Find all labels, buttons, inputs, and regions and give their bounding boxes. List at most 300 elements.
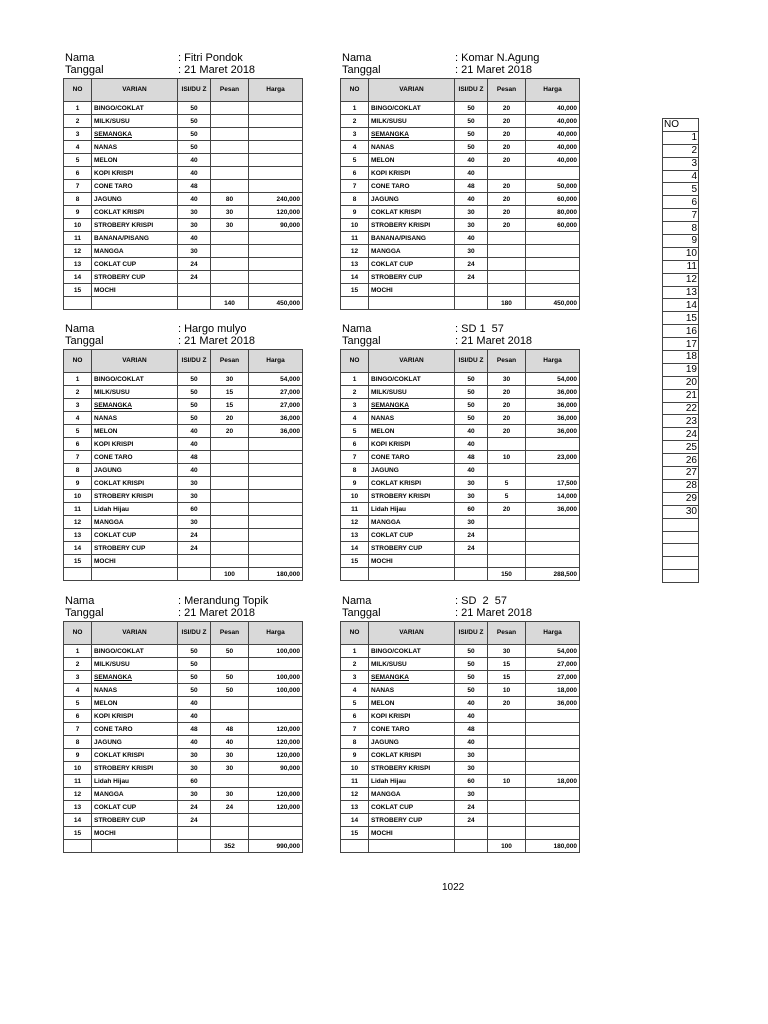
row-harga: 27,000 [249,399,303,412]
row-isi: 50 [455,658,488,671]
row-pesan: 10 [488,775,526,788]
row-varian: BANANA/PISANG [92,232,178,245]
nama-label: Nama [342,595,372,607]
table-row [64,827,303,840]
row-harga [249,232,303,245]
row-no: 10 [64,490,92,503]
row-harga [526,464,580,477]
table-row [341,555,580,568]
side-number-table [662,118,699,583]
table-row [341,284,580,297]
row-pesan [488,258,526,271]
row-isi: 60 [455,503,488,516]
order-block [63,52,328,310]
row-isi: 40 [178,736,211,749]
row-harga [526,529,580,542]
row-isi: 24 [178,271,211,284]
row-pesan [488,516,526,529]
row-varian: COKLAT CUP [369,801,455,814]
column-header: NO [64,79,92,102]
order-block [340,595,605,853]
table-row [341,801,580,814]
row-no: 10 [341,490,369,503]
row-isi: 24 [178,542,211,555]
row-isi: 50 [178,684,211,697]
side-number-cell: 20 [663,376,699,389]
table-row [64,115,303,128]
row-no: 4 [64,141,92,154]
row-harga [249,542,303,555]
row-pesan: 20 [211,412,249,425]
row-no: 8 [64,736,92,749]
side-number-cell [663,531,699,544]
row-no: 14 [341,542,369,555]
row-varian: JAGUNG [92,464,178,477]
row-varian: MOCHI [92,284,178,297]
row-isi [178,555,211,568]
row-no: 10 [341,762,369,775]
row-varian: CONE TARO [92,180,178,193]
row-pesan: 20 [488,206,526,219]
column-header: NO [64,622,92,645]
side-number-cell: 16 [663,325,699,338]
row-no: 3 [64,399,92,412]
side-number-cell [663,544,699,557]
row-varian: KOPI KRISPI [369,710,455,723]
row-harga: 60,000 [526,219,580,232]
row-pesan [211,477,249,490]
row-pesan: 20 [488,102,526,115]
side-number-cell: 15 [663,312,699,325]
row-isi: 50 [455,141,488,154]
table-row [341,128,580,141]
table-row [341,464,580,477]
row-harga: 27,000 [526,671,580,684]
table-row [64,671,303,684]
row-no: 5 [64,425,92,438]
table-header-row [341,350,580,373]
row-no: 9 [64,477,92,490]
total-harga: 990,000 [249,840,303,853]
order-table [63,621,303,853]
table-row [64,658,303,671]
side-number-cell: 5 [663,183,699,196]
row-no: 13 [64,258,92,271]
table-row [341,167,580,180]
table-row [341,684,580,697]
row-isi: 40 [455,193,488,206]
table-header-row [64,622,303,645]
row-varian: STROBERY CUP [92,542,178,555]
tanggal-value: : 21 Maret 2018 [455,335,533,347]
column-header: Pesan [211,350,249,373]
row-harga [526,245,580,258]
row-varian: MILK/SUSU [369,386,455,399]
column-header: VARIAN [369,79,455,102]
row-no: 11 [341,232,369,245]
table-row [341,762,580,775]
row-pesan [211,516,249,529]
row-varian: SEMANGKA [369,671,455,684]
row-no: 15 [64,555,92,568]
row-pesan [488,736,526,749]
row-varian: KOPI KRISPI [92,710,178,723]
nama-label: Nama [65,595,95,607]
nama-value: : Fitri Pondok [178,52,243,64]
row-no: 9 [341,477,369,490]
row-varian: COKLAT KRISPI [92,477,178,490]
row-no: 6 [341,167,369,180]
total-pesan: 180 [488,297,526,310]
tanggal-value: : 21 Maret 2018 [178,335,256,347]
order-header [63,52,328,78]
row-pesan [211,555,249,568]
row-no: 12 [341,245,369,258]
order-header [63,595,328,621]
row-harga [249,697,303,710]
row-pesan [211,464,249,477]
row-isi: 40 [455,697,488,710]
row-isi: 48 [178,451,211,464]
table-row [341,529,580,542]
side-number-cell: 22 [663,402,699,415]
table-row [64,723,303,736]
column-header: NO [341,622,369,645]
column-header: ISI/DU Z [455,350,488,373]
row-no: 8 [64,464,92,477]
column-header: Pesan [488,79,526,102]
row-no: 13 [341,801,369,814]
row-varian: Lidah Hijau [92,775,178,788]
row-isi: 40 [455,167,488,180]
side-number-cell: 13 [663,286,699,299]
total-pesan: 100 [488,840,526,853]
order-block [340,52,605,310]
row-varian: Lidah Hijau [369,775,455,788]
row-varian: COKLAT KRISPI [369,206,455,219]
row-isi: 50 [178,373,211,386]
column-header: VARIAN [92,79,178,102]
row-isi: 40 [455,154,488,167]
row-varian: MELON [92,154,178,167]
nama-value: : Hargo mulyo [178,323,247,335]
row-varian: STROBERY KRISPI [369,762,455,775]
row-varian: STROBERY KRISPI [92,490,178,503]
row-pesan [488,438,526,451]
table-row [64,749,303,762]
table-row [64,271,303,284]
row-pesan [211,128,249,141]
row-pesan: 30 [211,373,249,386]
row-harga: 90,000 [249,762,303,775]
side-number-cell: 7 [663,209,699,222]
row-isi: 50 [455,684,488,697]
row-varian: JAGUNG [369,464,455,477]
row-isi: 30 [455,206,488,219]
row-harga [249,167,303,180]
row-varian: KOPI KRISPI [92,167,178,180]
row-isi: 40 [178,193,211,206]
table-row [64,464,303,477]
row-varian: BINGO/COKLAT [369,645,455,658]
nama-label: Nama [342,323,372,335]
row-varian: MILK/SUSU [92,115,178,128]
row-no: 7 [64,723,92,736]
row-pesan: 50 [211,645,249,658]
row-harga [526,814,580,827]
table-row [64,801,303,814]
row-harga [526,788,580,801]
row-varian: CONE TARO [369,723,455,736]
row-no: 1 [341,102,369,115]
table-row [64,154,303,167]
column-header: ISI/DU Z [455,622,488,645]
row-no: 14 [64,814,92,827]
row-harga: 36,000 [249,425,303,438]
row-varian: KOPI KRISPI [92,438,178,451]
side-number-cell: 18 [663,351,699,364]
row-no: 5 [341,425,369,438]
table-row [64,438,303,451]
side-number-cell [663,518,699,531]
row-harga: 60,000 [526,193,580,206]
row-pesan: 20 [488,154,526,167]
column-header: Harga [249,79,303,102]
row-pesan [211,284,249,297]
row-varian: COKLAT KRISPI [92,206,178,219]
table-row [341,658,580,671]
row-pesan: 80 [211,193,249,206]
row-harga [526,271,580,284]
row-no: 1 [341,645,369,658]
row-harga [526,749,580,762]
nama-value: : Komar N.Agung [455,52,540,64]
table-header-row [64,79,303,102]
row-pesan [488,542,526,555]
row-no: 11 [64,232,92,245]
row-isi: 50 [178,128,211,141]
row-harga [249,555,303,568]
column-header: Harga [249,622,303,645]
row-pesan [211,232,249,245]
row-varian: MOCHI [369,284,455,297]
row-no: 2 [64,386,92,399]
side-header: NO [663,119,699,132]
table-row [341,412,580,425]
table-row [64,490,303,503]
row-no: 10 [64,219,92,232]
row-pesan [488,801,526,814]
table-row [64,180,303,193]
table-row [64,542,303,555]
row-harga [249,516,303,529]
row-isi: 40 [178,464,211,477]
page-number: 1022 [442,882,465,893]
row-harga: 100,000 [249,671,303,684]
row-pesan [211,154,249,167]
table-row [341,542,580,555]
table-row [341,232,580,245]
row-harga: 50,000 [526,180,580,193]
row-pesan [211,697,249,710]
table-row [341,206,580,219]
tanggal-label: Tanggal [342,607,381,619]
row-harga [526,827,580,840]
row-varian: KOPI KRISPI [369,167,455,180]
row-harga [526,801,580,814]
nama-value: : Merandung Topik [178,595,269,607]
row-pesan [488,167,526,180]
column-header: ISI/DU Z [455,79,488,102]
column-header: VARIAN [92,622,178,645]
table-row [341,438,580,451]
table-row [64,503,303,516]
row-isi: 30 [178,245,211,258]
table-row [64,684,303,697]
table-header-row [64,350,303,373]
side-number-cell: 23 [663,415,699,428]
total-row [341,840,580,853]
table-row [341,723,580,736]
row-pesan [211,167,249,180]
row-pesan [488,555,526,568]
table-row [64,775,303,788]
row-harga [526,167,580,180]
row-pesan: 20 [488,425,526,438]
tanggal-label: Tanggal [342,64,381,76]
row-isi: 24 [455,542,488,555]
order-table [340,621,580,853]
row-isi: 50 [455,412,488,425]
nama-label: Nama [65,323,95,335]
row-isi: 50 [178,671,211,684]
side-number-cell: 30 [663,505,699,518]
tanggal-label: Tanggal [65,607,104,619]
table-row [341,775,580,788]
row-varian: KOPI KRISPI [369,438,455,451]
row-no: 12 [341,788,369,801]
tanggal-value: : 21 Maret 2018 [178,64,256,76]
row-varian: COKLAT CUP [369,529,455,542]
order-header [340,323,605,349]
row-harga [249,438,303,451]
row-isi: 40 [178,425,211,438]
row-pesan [211,710,249,723]
row-harga: 40,000 [526,128,580,141]
row-harga [526,542,580,555]
row-pesan: 30 [211,749,249,762]
row-harga: 120,000 [249,749,303,762]
row-pesan [488,710,526,723]
table-row [64,788,303,801]
table-row [64,762,303,775]
side-number-cell [663,557,699,570]
tanggal-value: : 21 Maret 2018 [178,607,256,619]
row-pesan [211,102,249,115]
row-isi: 30 [178,490,211,503]
table-row [341,399,580,412]
row-varian: MILK/SUSU [92,386,178,399]
row-no: 6 [64,438,92,451]
side-number-cell: 26 [663,454,699,467]
row-varian: MILK/SUSU [92,658,178,671]
row-no: 7 [64,180,92,193]
row-no: 1 [64,102,92,115]
row-harga [526,736,580,749]
row-harga [249,141,303,154]
row-isi [178,827,211,840]
column-header: Harga [526,622,580,645]
row-no: 11 [341,775,369,788]
row-isi [178,284,211,297]
row-varian: JAGUNG [369,736,455,749]
row-no: 11 [64,503,92,516]
row-harga: 40,000 [526,102,580,115]
row-pesan [211,180,249,193]
row-no: 2 [64,115,92,128]
row-no: 11 [64,775,92,788]
row-harga: 36,000 [526,386,580,399]
column-header: NO [341,350,369,373]
row-pesan [488,232,526,245]
row-varian: JAGUNG [92,193,178,206]
side-number-cell: 10 [663,247,699,260]
row-varian: BINGO/COKLAT [369,373,455,386]
table-row [64,399,303,412]
table-row [341,258,580,271]
table-row [64,232,303,245]
table-row [64,516,303,529]
row-harga [249,245,303,258]
row-harga [526,723,580,736]
row-no: 6 [64,710,92,723]
side-number-cell: 9 [663,235,699,248]
row-isi: 30 [178,788,211,801]
order-header [340,52,605,78]
order-block [63,323,328,581]
row-no: 2 [64,658,92,671]
row-pesan [211,827,249,840]
row-no: 1 [64,373,92,386]
row-varian: NANAS [369,684,455,697]
row-varian: MANGGA [92,788,178,801]
row-isi: 30 [455,477,488,490]
column-header: Pesan [488,350,526,373]
row-varian: MANGGA [92,516,178,529]
tanggal-label: Tanggal [65,335,104,347]
row-isi: 24 [178,801,211,814]
row-varian: JAGUNG [92,736,178,749]
row-pesan: 30 [488,645,526,658]
row-no: 3 [64,671,92,684]
row-varian: BINGO/COKLAT [92,102,178,115]
table-row [64,451,303,464]
row-pesan [211,529,249,542]
side-number-cell: 24 [663,428,699,441]
order-block [340,323,605,581]
row-isi: 30 [455,219,488,232]
side-number-cell: 28 [663,479,699,492]
row-no: 9 [341,749,369,762]
row-harga: 27,000 [249,386,303,399]
row-varian: BINGO/COKLAT [369,102,455,115]
row-no: 10 [341,219,369,232]
row-harga [249,128,303,141]
row-varian: NANAS [92,684,178,697]
side-number-cell [663,570,699,583]
row-no: 4 [341,684,369,697]
row-pesan: 10 [488,684,526,697]
